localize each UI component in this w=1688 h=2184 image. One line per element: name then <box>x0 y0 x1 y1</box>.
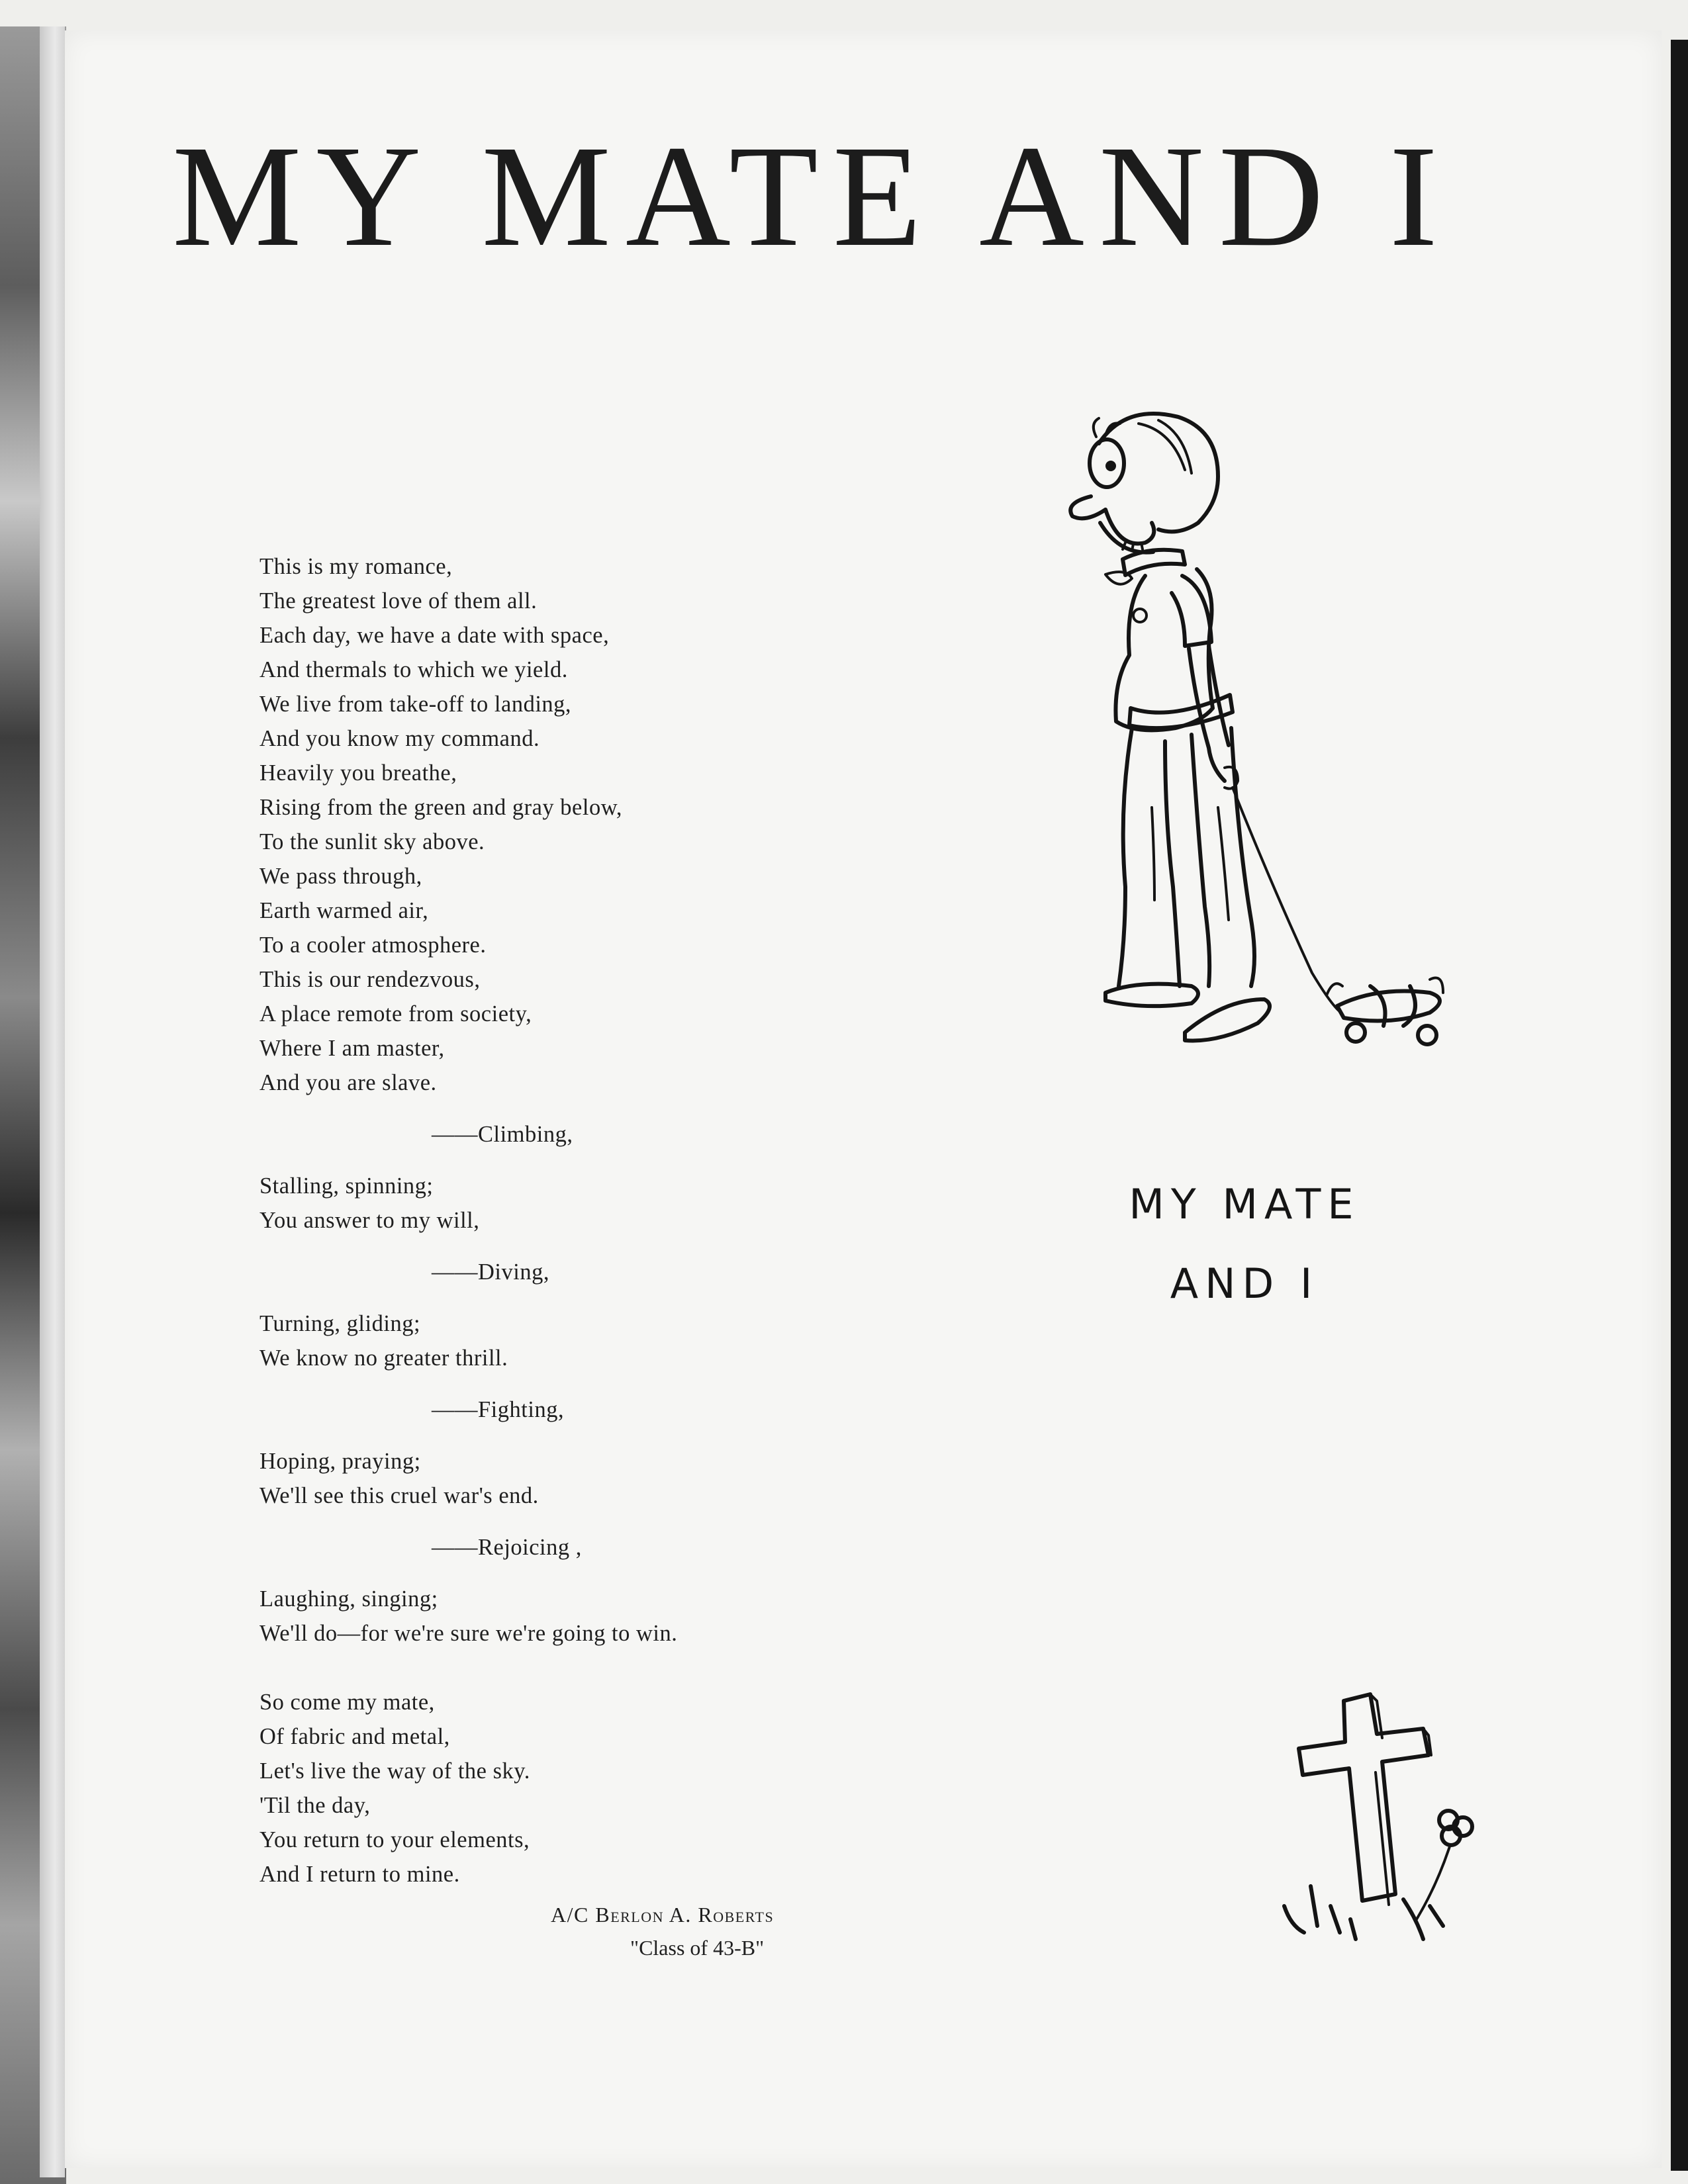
poem-refrain: ——Diving, <box>432 1259 549 1285</box>
poem-line: We pass through, <box>259 864 422 889</box>
poem-line: Rising from the green and gray below, <box>259 795 622 820</box>
poem-line: So come my mate, <box>259 1690 435 1715</box>
caption-line: AND I <box>1170 1259 1319 1308</box>
cartoon-pilot-icon <box>1059 397 1536 1178</box>
author-class: "Class of 43-B" <box>630 1936 765 1960</box>
poem-line: Stalling, spinning; <box>259 1173 434 1199</box>
poem-line: And you know my command. <box>259 726 540 751</box>
poem-line: Earth warmed air, <box>259 898 429 923</box>
illustration-caption <box>1105 1165 1383 1324</box>
poem-line: Laughing, singing; <box>259 1586 438 1612</box>
poem-line: This is our rendezvous, <box>259 967 481 992</box>
page-title: MY MATE AND I <box>172 115 1452 277</box>
author-name: A/C Berlon A. Roberts <box>551 1903 774 1927</box>
poem-line: And thermals to which we yield. <box>259 657 568 682</box>
poem-refrain: ——Rejoicing , <box>432 1535 582 1560</box>
poem-line: And I return to mine. <box>259 1862 460 1887</box>
toy-airplane-icon <box>1327 978 1443 1045</box>
poem-line: Each day, we have a date with space, <box>259 623 610 648</box>
poem-line: This is my romance, <box>259 554 453 579</box>
byline <box>551 1898 948 1964</box>
poem-line: Turning, gliding; <box>259 1311 421 1336</box>
poem-line: We know no greater thrill. <box>259 1345 508 1371</box>
caption-line: MY MATE <box>1129 1180 1360 1228</box>
poem-line: Hoping, praying; <box>259 1449 421 1474</box>
poem-line: And you are slave. <box>259 1070 437 1095</box>
scan-edge <box>1671 40 1688 2171</box>
poem-line: The greatest love of them all. <box>259 588 538 614</box>
poem-line: To a cooler atmosphere. <box>259 933 487 958</box>
poem-line: We live from take-off to landing, <box>259 692 572 717</box>
poem-line: Where I am master, <box>259 1036 445 1061</box>
poem-line: You return to your elements, <box>259 1827 530 1852</box>
grave-cross-icon <box>1271 1688 1489 1952</box>
poem-line: Of fabric and metal, <box>259 1724 450 1749</box>
poem-line: A place remote from society, <box>259 1001 532 1026</box>
poem-line: To the sunlit sky above. <box>259 829 485 854</box>
poem-line: You answer to my will, <box>259 1208 480 1233</box>
poem-line: Heavily you breathe, <box>259 760 457 786</box>
poem <box>259 549 921 1891</box>
poem-line: 'Til the day, <box>259 1793 371 1818</box>
poem-line: We'll do—for we're sure we're going to win. <box>259 1621 678 1646</box>
poem-line: Let's live the way of the sky. <box>259 1758 530 1784</box>
poem-refrain: ——Fighting, <box>432 1397 565 1422</box>
binding-spine <box>40 26 65 2177</box>
poem-line: We'll see this cruel war's end. <box>259 1483 539 1508</box>
poem-refrain: ——Climbing, <box>432 1122 573 1147</box>
